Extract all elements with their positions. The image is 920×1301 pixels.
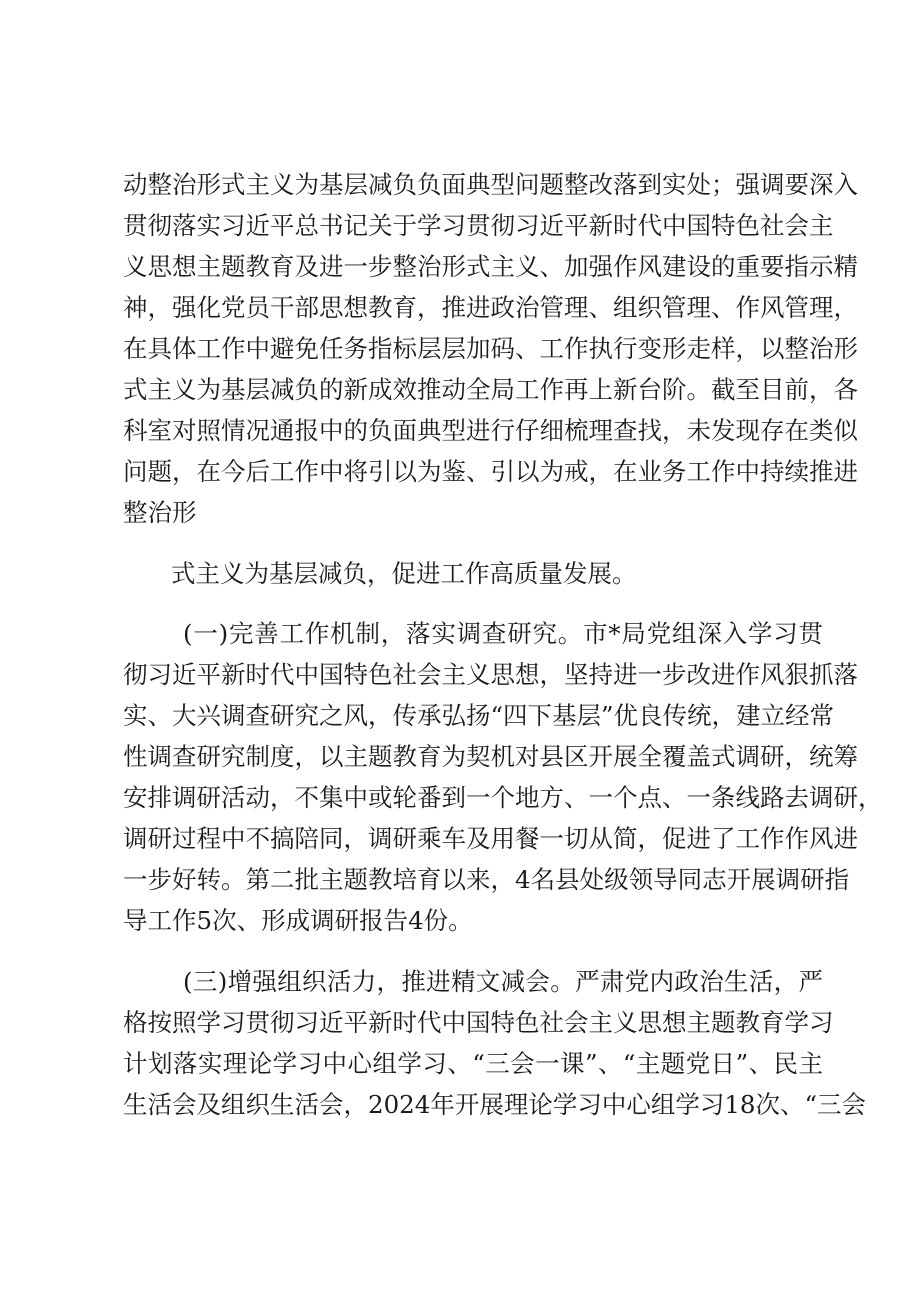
paragraph-line: 贯彻落实习近平总书记关于学习贯彻习近平新时代中国特色社会主 bbox=[123, 211, 834, 240]
paragraph-line: 实、大兴调查研究之风，传承弘扬“四下基层”优良传统，建立经常 bbox=[123, 701, 835, 730]
paragraph-line: 性调查研究制度，以主题教育为契机对县区开展全覆盖式调研，统筹 bbox=[123, 742, 858, 771]
paragraph-line: 科室对照情况通报中的负面典型进行仔细梳理查找，未发现存在类似 bbox=[123, 416, 858, 445]
paragraph-line: 安排调研活动，不集中或轮番到一个地方、一个点、一条线路去调研， bbox=[123, 783, 883, 812]
paragraph-line: 神，强化党员干部思想教育，推进政治管理、组织管理、作风管理， bbox=[123, 293, 858, 322]
paragraph-line: 彻习近平新时代中国特色社会主义思想，坚持进一步改进作风狠抓落 bbox=[123, 660, 858, 689]
paragraph-line: 式主义为基层减负，促进工作高质量发展。 bbox=[171, 559, 637, 588]
paragraph-line: 生活会及组织生活会，2024年开展理论学习中心组学习18次、“三会 bbox=[123, 1090, 867, 1119]
paragraph-line: 调研过程中不搞陪同，调研乘车及用餐一切从简，促进了工作作风进 bbox=[123, 824, 858, 853]
paragraph-line: 式主义为基层减负的新成效推动全局工作再上新台阶。截至目前，各 bbox=[123, 375, 858, 404]
paragraph-line: 义思想主题教育及进一步整治形式主义、加强作风建设的重要指示精 bbox=[123, 252, 858, 281]
section-heading-line: (三)增强组织活力，推进精文减会。严肃党内政治生活，严 bbox=[183, 967, 823, 996]
paragraph-line: 计划落实理论学习中心组学习、“三会一课”、“主题党日”、民主 bbox=[123, 1049, 823, 1078]
paragraph-line: 格按照学习贯彻习近平新时代中国特色社会主义思想主题教育学习 bbox=[123, 1008, 834, 1037]
paragraph-line: 整治形 bbox=[123, 498, 197, 527]
paragraph-line: 一步好转。第二批主题教培育以来，4名县处级领导同志开展调研指 bbox=[123, 865, 850, 894]
section-heading-line: (一)完善工作机制，落实调查研究。市*局党组深入学习贯 bbox=[183, 619, 823, 648]
paragraph-line: 导工作5次、形成调研报告4份。 bbox=[123, 906, 473, 935]
paragraph-line: 在具体工作中避免任务指标层层加码、工作执行变形走样，以整治形 bbox=[123, 334, 858, 363]
paragraph-line: 问题，在今后工作中将引以为鉴、引以为戒，在业务工作中持续推进 bbox=[123, 457, 858, 486]
paragraph-line: 动整治形式主义为基层减负负面典型问题整改落到实处；强调要深入 bbox=[123, 170, 858, 199]
